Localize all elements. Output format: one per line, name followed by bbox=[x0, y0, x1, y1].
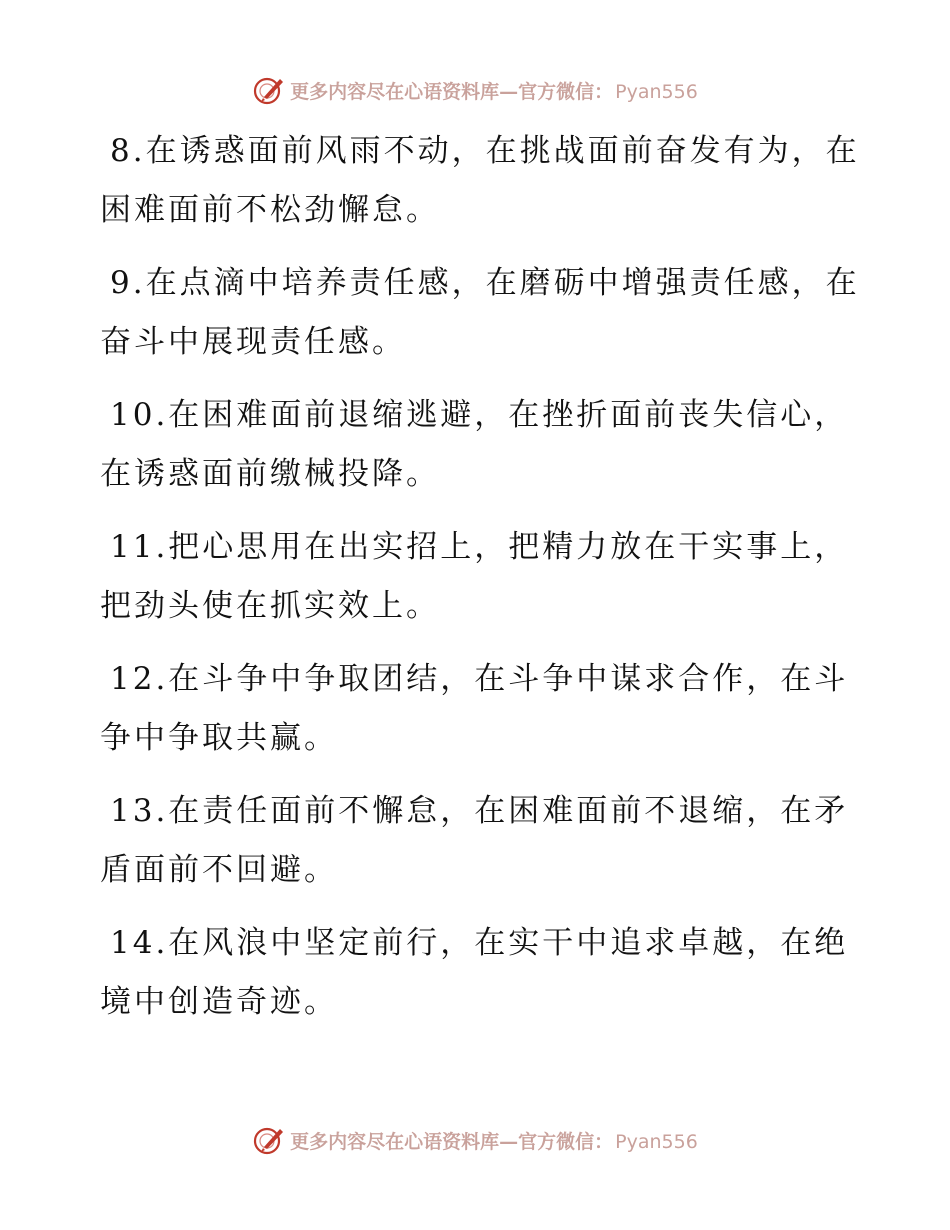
list-item-9: 9.在点滴中培养责任感，在磨砺中增强责任感，在奋斗中展现责任感。 bbox=[100, 265, 860, 360]
list-item-12: 12.在斗争中争取团结，在斗争中谋求合作，在斗争中争取共赢。 bbox=[100, 661, 849, 756]
header-watermark bbox=[0, 70, 950, 110]
watermark-label: 更多内容尽在心语资料库—官方微信： bbox=[290, 80, 614, 103]
list-item-8: 8.在诱惑面前风雨不动，在挑战面前奋发有为，在困难面前不松劲懈怠。 bbox=[100, 133, 860, 228]
pen-nib-logo-icon bbox=[252, 73, 286, 107]
watermark-text bbox=[290, 77, 698, 104]
list-item-14: 14.在风浪中坚定前行，在实干中追求卓越，在绝境中创造奇迹。 bbox=[100, 925, 849, 1020]
list-item-13: 13.在责任面前不懈怠，在困难面前不退缩，在矛盾面前不回避。 bbox=[100, 793, 849, 888]
watermark-text bbox=[290, 1127, 698, 1154]
document-body bbox=[100, 122, 860, 1046]
watermark-handle: Pyan556 bbox=[615, 1130, 698, 1153]
footer-watermark bbox=[0, 1120, 950, 1160]
pen-nib-logo-icon bbox=[252, 1123, 286, 1157]
list-item-11: 11.把心思用在出实招上，把精力放在干实事上，把劲头使在抓实效上。 bbox=[100, 529, 849, 624]
watermark-label: 更多内容尽在心语资料库—官方微信： bbox=[290, 1130, 614, 1153]
watermark-handle: Pyan556 bbox=[615, 80, 698, 103]
list-item-10: 10.在困难面前退缩逃避，在挫折面前丧失信心，在诱惑面前缴械投降。 bbox=[100, 397, 849, 492]
